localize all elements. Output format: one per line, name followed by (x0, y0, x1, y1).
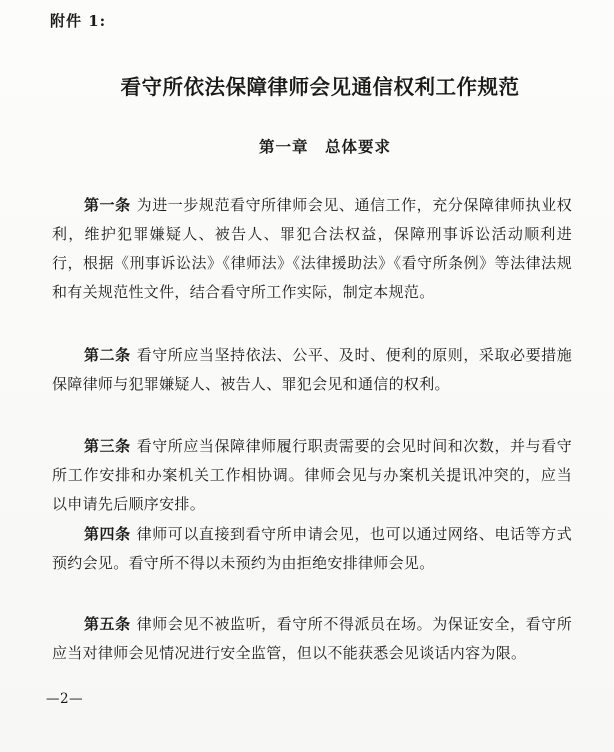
article-1 (52, 191, 572, 307)
article-text: 看守所应当保障律师履行职责需要的会见时间和次数，并与看守所工作安排和办案机关工作相协调。律师会见与办案机关提讯冲突的，应当以申请先后顺序安排。 (52, 437, 572, 513)
article-label: 第四条 (84, 525, 131, 543)
article-4 (52, 520, 572, 578)
article-2 (52, 341, 572, 399)
attachment-label: 附件 1: (50, 12, 107, 30)
article-text: 看守所应当坚持依法、公平、及时、便利的原则，采取必要措施保障律师与犯罪嫌疑人、被告人、罪犯会见和通信的权利。 (52, 346, 572, 393)
document-title: 看守所依法保障律师会见通信权利工作规范 (120, 75, 520, 99)
article-label: 第二条 (84, 346, 131, 364)
article-label: 第一条 (84, 196, 131, 214)
article-3 (52, 432, 572, 519)
article-text: 律师可以直接到看守所申请会见，也可以通过网络、电话等方式预约会见。看守所不得以未预约为由拒绝安排律师会见。 (52, 525, 572, 572)
article-label: 第五条 (84, 615, 131, 633)
article-5 (52, 610, 572, 668)
article-label: 第三条 (84, 437, 131, 455)
chapter-heading: 第一章 总体要求 (258, 137, 391, 156)
page-number: —2— (46, 691, 84, 707)
article-text: 为进一步规范看守所律师会见、通信工作，充分保障律师执业权利，维护犯罪嫌疑人、被告人、罪犯合法权益，保障刑事诉讼活动顺利进行，根据《刑事诉讼法》《律师法》《法律援助法》《看守所条例》等法律法规和有关规范性文件，结合看守所工作实际，制定本规范。 (52, 196, 572, 301)
article-text: 律师会见不被监听，看守所不得派员在场。为保证安全，看守所应当对律师会见情况进行安全监管，但以不能获悉会见谈话内容为限。 (52, 615, 572, 662)
